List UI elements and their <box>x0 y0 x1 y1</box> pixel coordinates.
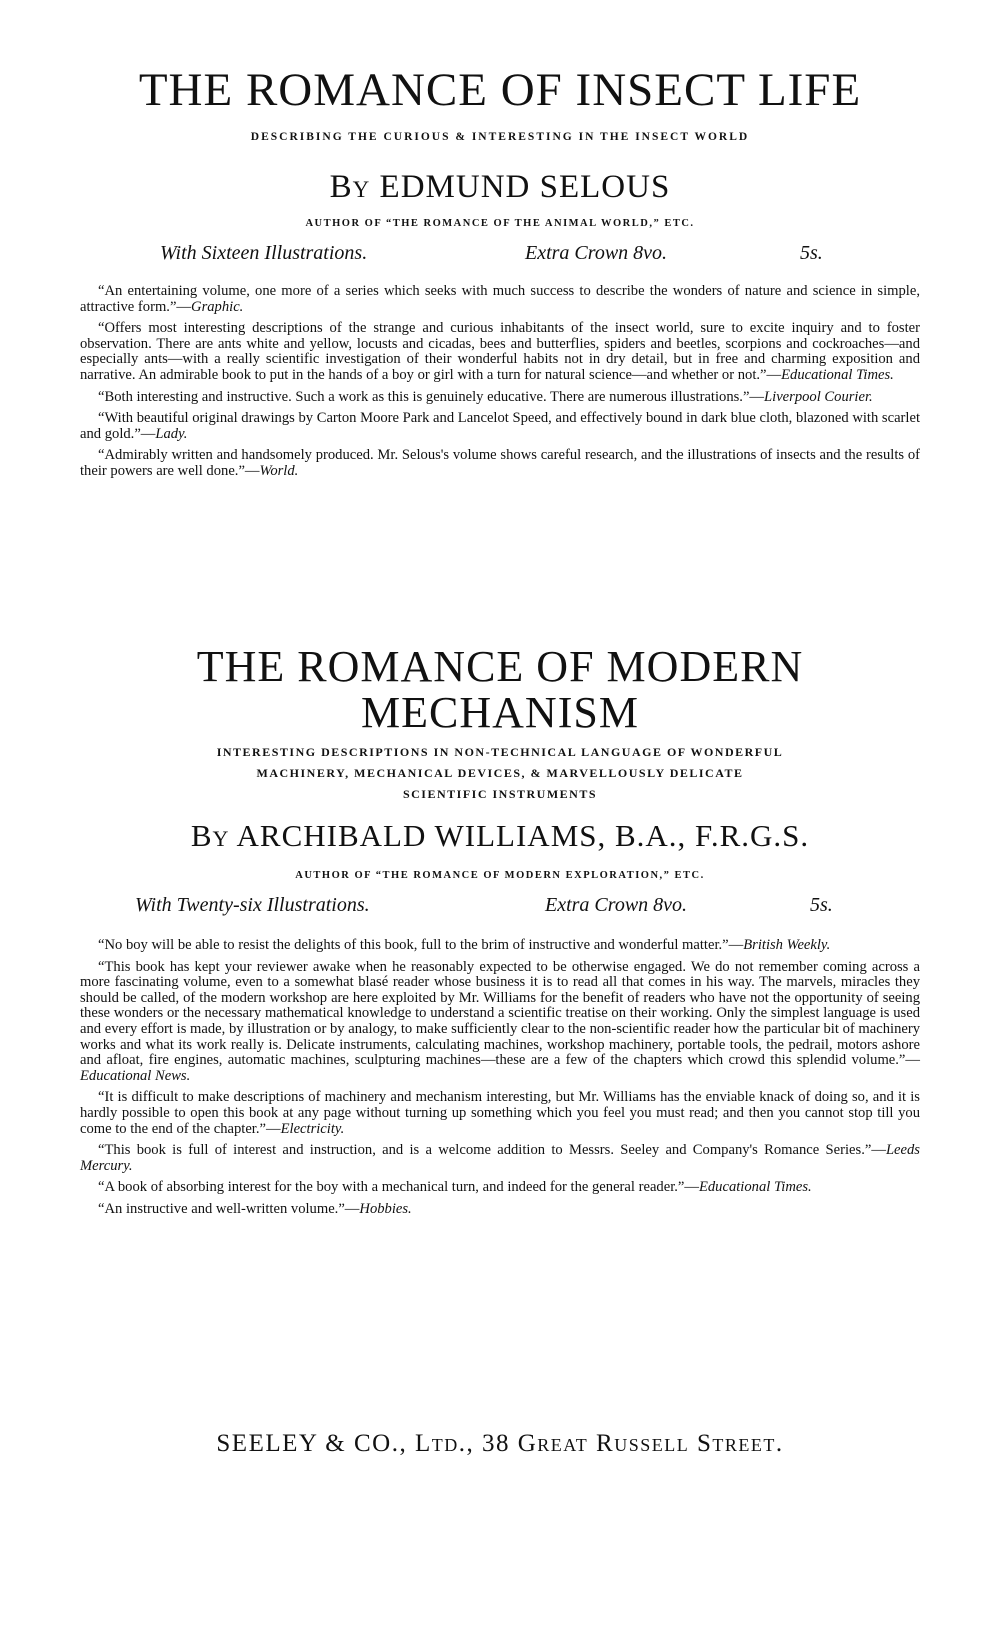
book2-subtitle <box>100 742 900 805</box>
book2-title <box>60 644 940 736</box>
book2-reviews <box>80 938 920 1224</box>
review-source: Leeds Mercury. <box>80 1142 920 1174</box>
review-text: “An instructive and well-written volume.”— <box>98 1200 360 1217</box>
review-paragraph <box>80 448 920 479</box>
review-paragraph <box>80 1180 920 1196</box>
book1-subtitle: DESCRIBING THE CURIOUS & INTERESTING IN THE INSECT WORLD <box>250 131 750 143</box>
book2-title-line2: MECHANISM <box>361 688 639 737</box>
review-paragraph <box>80 960 920 1085</box>
book2-author: ARCHIBALD WILLIAMS, B.A., F.R.G.S. <box>236 818 810 853</box>
publisher-imprint <box>60 1430 940 1458</box>
book1-author-note: AUTHOR OF “THE ROMANCE OF THE ANIMAL WORLD,” ETC. <box>305 218 695 229</box>
review-text: “An entertaining volume, one more of a series which seeks with much success to describe the wonders of nature and science in simple, attractive form.”— <box>80 283 920 315</box>
review-paragraph <box>80 411 920 442</box>
book1-format: Extra Crown 8vo. <box>525 242 668 264</box>
review-source: Hobbies. <box>359 1200 412 1217</box>
review-text: “No boy will be able to resist the delights of this book, full to the brim of instructive and wonderful matter.”— <box>98 937 744 953</box>
review-paragraph <box>80 1202 920 1218</box>
review-paragraph <box>80 1143 920 1174</box>
book2-illustrations: With Twenty-six Illustrations. <box>135 894 370 916</box>
review-text: “This book has kept your reviewer awake when he reasonably expected to be otherwise engaged. We do not remember coming across a more fascinating volume, even to a somewhat blasé reader whose business it is to read all that comes in his way. The marvels, miracles they should be called, of the modern workshop are here exploited by Mr. Williams for the benefit of readers who have not the opportunity of seeing these wonders or the necessary mathematical knowledge to understand a scientific treatise on their working. Only the simplest language is used and every effort is made, by illustration or by analogy, to make sufficiently clear to the non-scientific reader how the particular bit of machinery works and what its work really is. Delicate instruments, calculating machines, workshop machinery, portable tools, the pedrail, motors ashore and afloat, fire engines, automatic machines, sculpturing machines—these are a few of the chapters which crowd this splendid volume.”— <box>80 958 920 1069</box>
review-source: Educational News. <box>80 1067 191 1084</box>
publisher-address: 38 Great Russell Street. <box>481 1430 784 1457</box>
review-source: Lady. <box>155 425 188 442</box>
book1-by-label: By <box>329 169 371 205</box>
review-text: “A book of absorbing interest for the boy with a mechanical turn, and indeed for the general reader.”— <box>98 1179 699 1196</box>
review-paragraph <box>80 390 920 406</box>
review-text: “With beautiful original drawings by Carton Moore Park and Lancelot Speed, and effectively bound in dark blue cloth, blazoned with scarlet and gold.”— <box>80 410 920 442</box>
review-text: “Admirably written and handsomely produced. Mr. Selous's volume shows careful research, and the illustrations of insects and the results of their powers are well done.”— <box>80 447 920 479</box>
review-source: Electricity. <box>280 1120 345 1137</box>
review-text: “Offers most interesting descriptions of the strange and curious inhabitants of the insect world, sure to excite inquiry and to foster observation. There are ants white and yellow, locusts and cicadas, bees and butterflies, spiders and beetles, scorpions and cockroaches—and especially ants—with a really scientific investigation of their wonderful habits not in dry detail, but in free and charming exposition and narrative. An admirable book to put in the hands of a boy or girl with a turn for natural science—and whether or not.”— <box>80 320 920 383</box>
review-source: World. <box>259 462 299 479</box>
book2-author-note: AUTHOR OF “THE ROMANCE OF MODERN EXPLORATION,” ETC. <box>295 870 705 881</box>
book2-byline <box>60 818 940 854</box>
review-paragraph <box>80 284 920 315</box>
review-text: “It is difficult to make descriptions of machinery and mechanism interesting, but Mr. Williams has the enviable knack of doing so, and it is hardly possible to open this book at any page without turning up something which you feel you must read; and then you cannot stop till you come to the end of the chapter.”— <box>80 1089 920 1137</box>
book1-edition-line <box>160 242 840 268</box>
book2-subtitle-line2: MACHINERY, MECHANICAL DEVICES, & MARVELLOUSLY DELICATE <box>256 766 744 780</box>
book2-by-label: By <box>190 818 230 853</box>
review-source: British Weekly. <box>743 937 831 953</box>
review-text: “This book is full of interest and instruction, and is a welcome addition to Messrs. Seeley and Company's Romance Series.”— <box>98 1142 886 1159</box>
review-paragraph <box>80 321 920 383</box>
book1-price: 5s. <box>800 242 823 264</box>
book1-reviews <box>80 284 920 486</box>
book1-byline <box>60 168 940 206</box>
book2-title-line1: THE ROMANCE OF MODERN <box>196 642 804 691</box>
publisher-ltd: Ltd., <box>414 1430 475 1457</box>
review-paragraph <box>80 938 920 954</box>
book2-subtitle-line1: INTERESTING DESCRIPTIONS IN NON-TECHNICAL LANGUAGE OF WONDERFUL <box>216 745 784 759</box>
review-paragraph <box>80 1090 920 1137</box>
book1-author: EDMUND SELOUS <box>379 169 671 205</box>
review-text: “Both interesting and instructive. Such a work as this is genuinely educative. There are numerous illustrations.”— <box>98 388 765 405</box>
book2-price: 5s. <box>810 894 833 916</box>
review-source: Educational Times. <box>781 366 894 383</box>
book1-title: THE ROMANCE OF INSECT LIFE <box>138 64 862 116</box>
book2-edition-line <box>135 894 840 920</box>
book2-format: Extra Crown 8vo. <box>545 894 688 916</box>
review-source: Educational Times. <box>698 1179 812 1196</box>
book1-illustrations: With Sixteen Illustrations. <box>160 242 368 264</box>
review-source: Graphic. <box>191 298 244 315</box>
review-source: Liverpool Courier. <box>764 388 873 405</box>
book2-subtitle-line3: SCIENTIFIC INSTRUMENTS <box>402 787 598 801</box>
publisher-name: SEELEY & CO., <box>216 1430 408 1457</box>
